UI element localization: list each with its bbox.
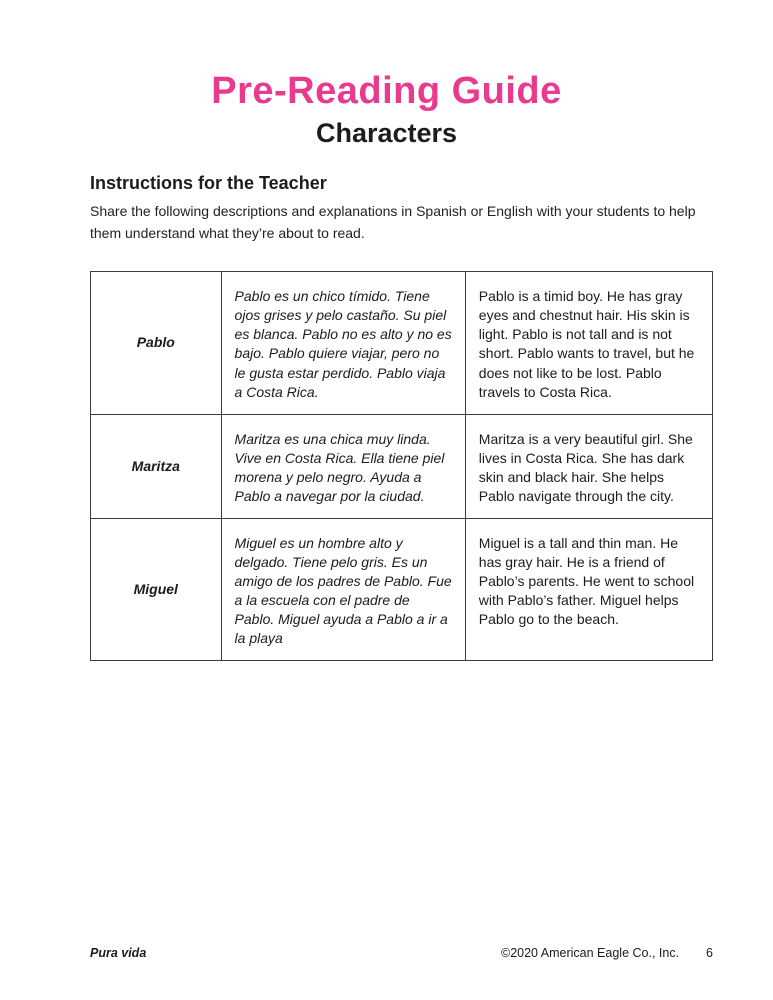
character-name-cell: Maritza bbox=[131, 457, 180, 474]
page-footer bbox=[90, 946, 713, 960]
instructions-heading: Instructions for the Teacher bbox=[90, 173, 327, 193]
table-row bbox=[91, 518, 712, 660]
character-spanish-cell: Miguel es un hombre alto y delgado. Tiene pelo gris. Es un amigo de los padres de Pablo. Fue a la escuela con el padre de Pablo. Miguel ayuda a Pablo a ir a la playa bbox=[221, 519, 465, 660]
page-number: 6 bbox=[706, 946, 713, 960]
page-content bbox=[0, 173, 773, 661]
book-title: Pura vida bbox=[90, 946, 147, 960]
table-row bbox=[91, 272, 712, 413]
character-spanish-cell: Pablo es un chico tímido. Tiene ojos grises y pelo castaño. Su piel es blanca. Pablo no es alto y no es bajo. Pablo quiere viajar, pero no le gusta estar perdido. Pablo viaja a Costa Rica. bbox=[221, 272, 465, 413]
page-subtitle: Characters bbox=[315, 118, 458, 148]
table-row bbox=[91, 414, 712, 518]
character-name-cell: Miguel bbox=[133, 580, 178, 597]
page-title: Pre-Reading Guide bbox=[211, 70, 562, 112]
characters-table bbox=[90, 271, 713, 661]
character-name-cell: Pablo bbox=[136, 334, 175, 351]
character-english-cell: Pablo is a timid boy. He has gray eyes and chestnut hair. His skin is light. Pablo is not tall and is not short. Pablo wants to travel, but he does not like to be lost. Pablo travels to Costa Rica. bbox=[465, 272, 712, 413]
footer-right bbox=[501, 946, 713, 960]
character-english-cell: Miguel is a tall and thin man. He has gray hair. He is a friend of Pablo’s parents. He went to school with Pablo’s father. Miguel helps Pablo go to the beach. bbox=[465, 519, 712, 660]
instructions-body: Share the following descriptions and explanations in Spanish or English with your students to help them understand what they’re about to read. bbox=[90, 203, 696, 241]
character-english-cell: Maritza is a very beautiful girl. She lives in Costa Rica. She has dark skin and black hair. She helps Pablo navigate through the city. bbox=[465, 415, 712, 518]
character-spanish-cell: Maritza es una chica muy linda. Vive en Costa Rica. Ella tiene piel morena y pelo negro. Ayuda a Pablo a navegar por la ciudad. bbox=[221, 415, 465, 518]
copyright-text: ©2020 American Eagle Co., Inc. bbox=[500, 946, 680, 960]
